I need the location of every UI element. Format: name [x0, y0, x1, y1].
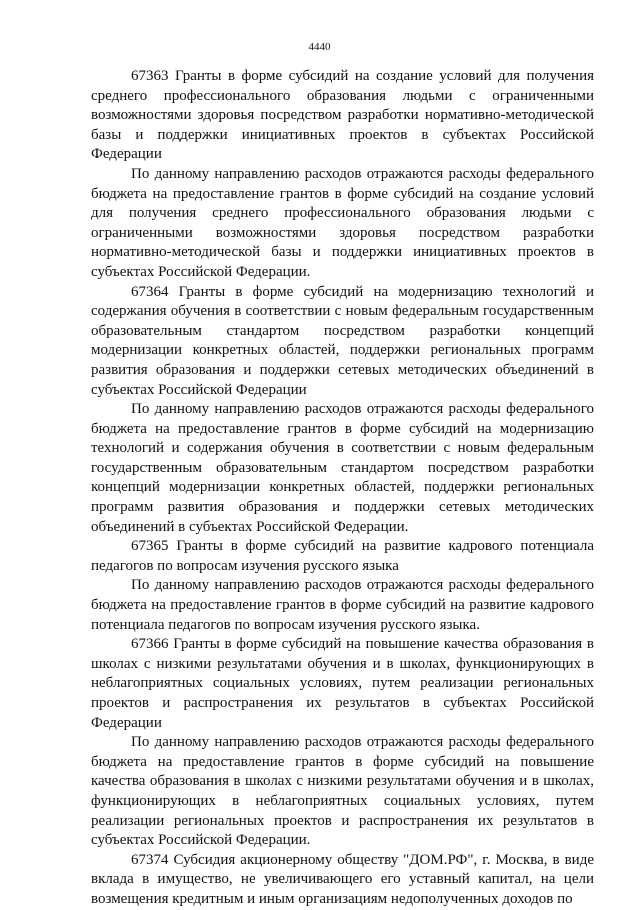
paragraph-67374-title: 67374 Субсидия акционерному обществу "ДОМ.РФ", г. Москва, в виде вклада в имущество, не увеличивающего его уставный капитал, на цели возмещения кредитным и иным организациям недополученных доходов по — [91, 851, 594, 907]
paragraph-67366-title: 67366 Гранты в форме субсидий на повышение качества образования в школах с низкими результатами обучения и в школах, функционирующих в неблагоприятных социальных условиях, путем реализации региональных проектов и распространения их результатов в субъектах Российской Федерации — [91, 636, 594, 731]
paragraph-67364-title: 67364 Гранты в форме субсидий на модернизацию технологий и содержания обучения в соответствии с новым федеральным государственным образовательным стандартом посредством разработки концепций модернизации конкретных областей, поддержки региональных программ развития образования и поддержки сетевых методических объединений в субъектах Российской Федерации — [91, 283, 594, 398]
paragraph-67365-title: 67365 Гранты в форме субсидий на развитие кадрового потенциала педагогов по вопросам изучения русского языка — [91, 538, 594, 574]
paragraph-67363-title: 67363 Гранты в форме субсидий на создание условий для получения среднего профессионального образования людьми с ограниченными возможностями здоровья посредством разработки нормативно-методической базы и поддержки инициативных проектов в субъектах Российской Федерации — [91, 68, 594, 163]
paragraph-67363-description: По данному направлению расходов отражаются расходы федерального бюджета на предоставление грантов в форме субсидий на создание условий для получения среднего профессионального образования людьми с ограниченными возможностями здоровья посредством разработки нормативно-методической базы и поддержки инициативных проектов в субъектах Российской Федерации. — [91, 165, 594, 280]
document-body — [91, 67, 594, 910]
paragraph-67365-description: По данному направлению расходов отражаются расходы федерального бюджета на предоставление грантов в форме субсидий на развитие кадрового потенциала педагогов по вопросам изучения русского языка. — [91, 577, 594, 633]
paragraph-67364-description: По данному направлению расходов отражаются расходы федерального бюджета на предоставление грантов в форме субсидий на модернизацию технологий и содержания обучения в соответствии с новым федеральным государственным образовательным стандартом посредством разработки концепций модернизации конкретных областей, поддержки региональных программ развития образования и поддержки сетевых методических объединений в субъектах Российской Федерации. — [91, 401, 594, 535]
page-number: 4440 — [308, 41, 331, 53]
paragraph-67366-description: По данному направлению расходов отражаются расходы федерального бюджета на предоставление грантов в форме субсидий на повышение качества образования в школах с низкими результатами обучения и в школах, функционирующих в неблагоприятных социальных условиях, путем реализации региональных проектов и распространения их результатов в субъектах Российской Федерации. — [91, 734, 594, 849]
